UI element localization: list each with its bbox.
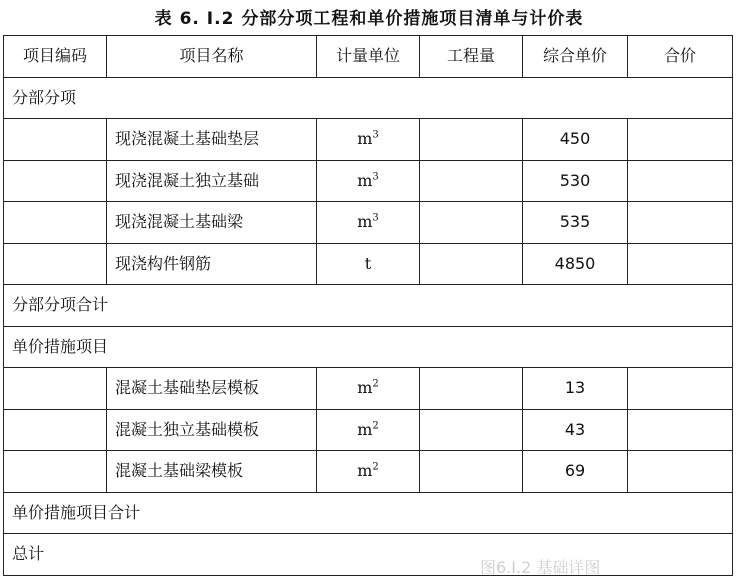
unit-base: m [357, 419, 373, 439]
section-fbfx-subtotal: 分部分项合计 [4, 285, 733, 327]
cell-code [4, 368, 107, 410]
unit-base: t [364, 253, 372, 273]
cell-code [4, 409, 107, 451]
cell-unit [317, 202, 420, 244]
section-header-row [4, 326, 733, 368]
unit-exponent: 2 [372, 420, 379, 432]
cell-name: 现浇混凝土基础垫层 [107, 119, 317, 161]
cell-unit [317, 119, 420, 161]
table-title: 表 6. Ⅰ.2 分部分项工程和单价措施项目清单与计价表 [154, 9, 584, 29]
cell-unit [317, 451, 420, 493]
cell-code [4, 119, 107, 161]
table-row [4, 160, 733, 202]
cell-price: 535 [523, 202, 628, 244]
cell-price: 69 [523, 451, 628, 493]
cell-name: 混凝土基础梁模板 [107, 451, 317, 493]
table-row [4, 409, 733, 451]
cell-qty [420, 160, 523, 202]
cell-total [628, 119, 733, 161]
table-row [4, 202, 733, 244]
cell-code [4, 243, 107, 285]
col-header-name: 项目名称 [107, 36, 317, 78]
cell-name: 现浇混凝土独立基础 [107, 160, 317, 202]
unit-exponent: 2 [372, 461, 379, 473]
unit-exponent: 3 [372, 129, 379, 141]
unit-exponent: 2 [372, 378, 379, 390]
bill-table [3, 35, 733, 576]
cell-code [4, 160, 107, 202]
col-header-qty: 工程量 [420, 36, 523, 78]
cell-name: 混凝土基础垫层模板 [107, 368, 317, 410]
section-fbfx-label: 分部分项 [4, 77, 733, 119]
unit-base: m [357, 461, 373, 481]
cell-total [628, 368, 733, 410]
section-header-row [4, 77, 733, 119]
unit-base: m [357, 212, 373, 232]
cell-qty [420, 119, 523, 161]
section-csxm-subtotal: 单价措施项目合计 [4, 492, 733, 534]
subtotal-row [4, 285, 733, 327]
cell-name: 混凝土独立基础模板 [107, 409, 317, 451]
cell-name: 现浇构件钢筋 [107, 243, 317, 285]
col-header-price: 综合单价 [523, 36, 628, 78]
cell-qty [420, 451, 523, 493]
cell-price: 4850 [523, 243, 628, 285]
cell-total [628, 451, 733, 493]
header-row [4, 36, 733, 78]
unit-base: m [357, 170, 373, 190]
subtotal-row [4, 492, 733, 534]
cell-qty [420, 202, 523, 244]
cell-price: 530 [523, 160, 628, 202]
background-caption: 图6.Ⅰ.2 基础详图 [480, 558, 601, 577]
grand-total-row [4, 534, 733, 576]
cell-unit [317, 243, 420, 285]
cell-unit [317, 368, 420, 410]
table-row [4, 243, 733, 285]
col-header-code: 项目编码 [4, 36, 107, 78]
cell-unit [317, 409, 420, 451]
unit-base: m [357, 378, 373, 398]
cell-price: 43 [523, 409, 628, 451]
table-row [4, 451, 733, 493]
cell-total [628, 243, 733, 285]
cell-total [628, 202, 733, 244]
cell-qty [420, 368, 523, 410]
table-row [4, 368, 733, 410]
section-csxm-label: 单价措施项目 [4, 326, 733, 368]
cell-unit [317, 160, 420, 202]
table-row [4, 119, 733, 161]
cell-qty [420, 243, 523, 285]
cell-price: 450 [523, 119, 628, 161]
grand-total-label: 总计 [4, 534, 733, 576]
col-header-unit: 计量单位 [317, 36, 420, 78]
cell-name: 现浇混凝土基础梁 [107, 202, 317, 244]
cell-total [628, 160, 733, 202]
cell-total [628, 409, 733, 451]
cell-code [4, 202, 107, 244]
unit-base: m [357, 129, 373, 149]
unit-exponent: 3 [372, 171, 379, 183]
col-header-total: 合价 [628, 36, 733, 78]
unit-exponent: 3 [372, 212, 379, 224]
cell-price: 13 [523, 368, 628, 410]
cell-qty [420, 409, 523, 451]
cell-code [4, 451, 107, 493]
